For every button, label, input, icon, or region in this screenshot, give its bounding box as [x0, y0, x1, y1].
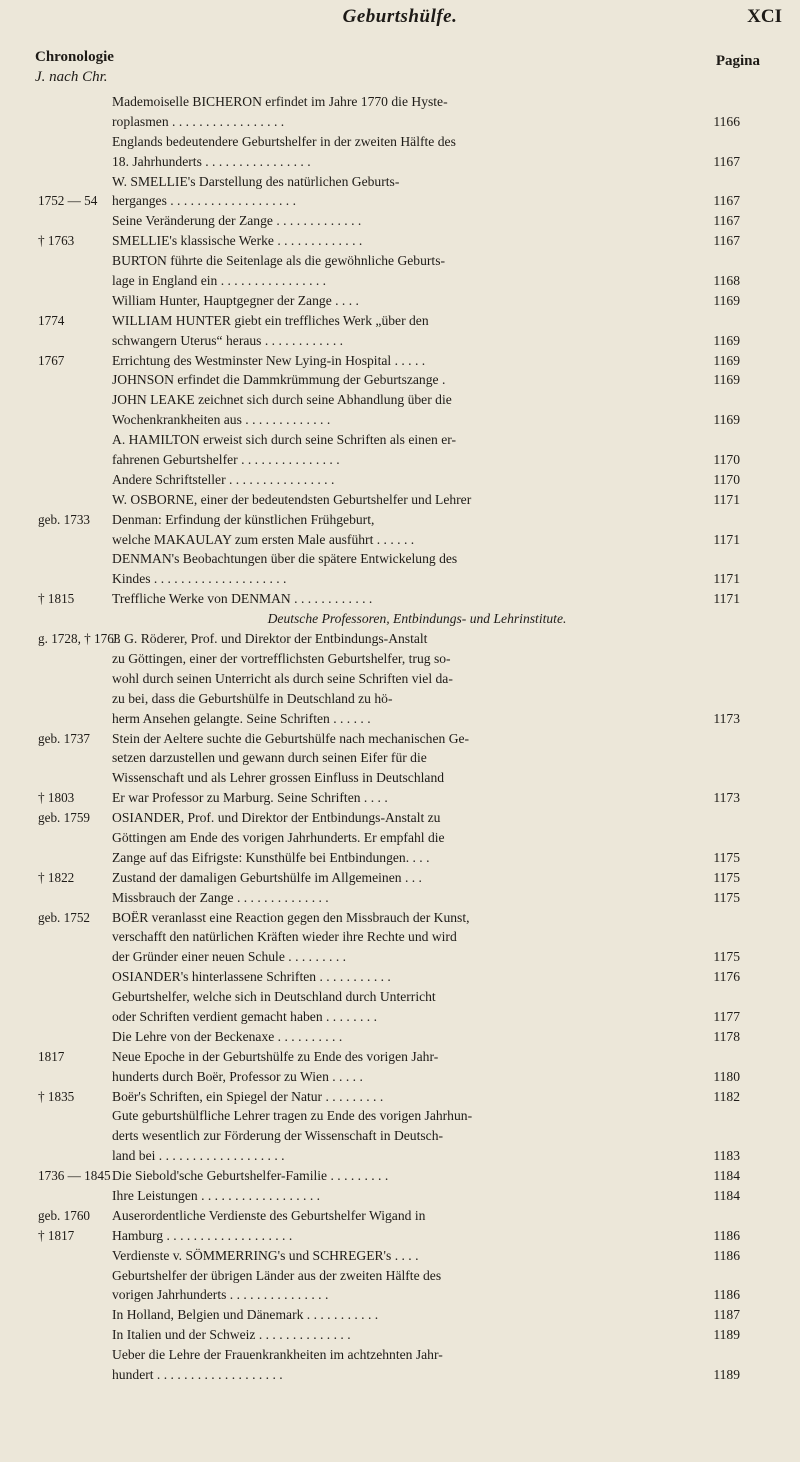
- entry-text: fahrenen Geburtshelfer . . . . . . . . . . . . . . .: [112, 452, 340, 468]
- entry-page-number: 1189: [713, 1367, 740, 1382]
- entry-text: welche MAKAULAY zum ersten Male ausführt . . . . . .: [112, 531, 415, 547]
- entry-text: Hamburg . . . . . . . . . . . . . . . . . . .: [112, 1227, 293, 1243]
- toc-entry: [0, 191, 800, 211]
- toc-entry: [0, 868, 800, 888]
- entry-page-number: 1171: [713, 571, 740, 587]
- entry-text: roplasmen . . . . . . . . . . . . . . . . .: [112, 113, 285, 129]
- entry-date: geb. 1752: [38, 909, 91, 925]
- entry-page-number: 1175: [713, 849, 740, 865]
- toc-entry: [0, 1246, 800, 1266]
- toc-entry: [0, 1146, 800, 1166]
- toc-entry: [0, 370, 800, 390]
- entry-page-number: 1175: [713, 949, 740, 965]
- entry-page-number: 1173: [713, 790, 740, 806]
- toc-entry: [0, 490, 800, 510]
- entry-page-number: 1170: [713, 452, 740, 468]
- toc-entry: [0, 927, 800, 947]
- entry-page-number: 1184: [713, 1168, 740, 1184]
- toc-entry: [0, 530, 800, 550]
- entry-text: derts wesentlich zur Förderung der Wissenschaft in Deutsch-: [112, 1128, 444, 1144]
- entry-text: In Holland, Belgien und Dänemark . . . . . . . . . . .: [112, 1307, 379, 1323]
- entry-text: hundert . . . . . . . . . . . . . . . . . . .: [112, 1367, 283, 1382]
- entry-text: BURTON führte die Seitenlage als die gewöhnliche Geburts-: [112, 253, 446, 269]
- toc-entry: [0, 947, 800, 967]
- toc-entry: [0, 808, 800, 828]
- entry-text: Die Lehre von der Beckenaxe . . . . . . . . . .: [112, 1028, 343, 1044]
- toc-entry: [0, 410, 800, 430]
- entry-text: Mademoiselle BICHERON erfindet im Jahre 1770 die Hyste-: [112, 94, 448, 109]
- toc-entry: [0, 92, 800, 112]
- entry-text: JOHN LEAKE zeichnet sich durch seine Abhandlung über die: [112, 392, 452, 408]
- toc-entry: [0, 1186, 800, 1206]
- chronology-column-subhead: J. nach Chr.: [35, 69, 108, 85]
- toc-entry: [0, 589, 800, 609]
- entry-page-number: 1169: [713, 372, 740, 388]
- toc-entry: [0, 549, 800, 569]
- entry-text: hunderts durch Boër, Professor zu Wien . . . . .: [112, 1068, 363, 1084]
- toc-entry: [0, 649, 800, 669]
- toc-entry: [0, 311, 800, 331]
- entry-page-number: 1178: [713, 1028, 740, 1044]
- entry-text: W. OSBORNE, einer der bedeutendsten Geburtshelfer und Lehrer: [112, 491, 472, 507]
- toc-entry: [0, 967, 800, 987]
- toc-entry: [0, 1067, 800, 1087]
- entry-text: Gute geburtshülfliche Lehrer tragen zu Ende des vorigen Jahrhun-: [112, 1108, 473, 1124]
- entry-text: BOËR veranlasst eine Reaction gegen den Missbrauch der Kunst,: [112, 909, 470, 925]
- toc-entry: [0, 1047, 800, 1067]
- entry-text: Zange auf das Eifrigste: Kunsthülfe bei Entbindungen. . . .: [112, 849, 430, 865]
- entry-text: JOHNSON erfindet die Dammkrümmung der Geburtszange .: [112, 372, 446, 388]
- toc-entry: [0, 112, 800, 132]
- entry-text: Die Siebold'sche Geburtshelfer-Familie . . . . . . . . .: [112, 1168, 389, 1184]
- toc-entry: [0, 1106, 800, 1126]
- toc-entry: [0, 709, 800, 729]
- toc-entry: [0, 1126, 800, 1146]
- entry-date: † 1817: [38, 1227, 75, 1243]
- entry-text: Göttingen am Ende des vorigen Jahrhunderts. Er empfahl die: [112, 829, 445, 845]
- toc-entry: [0, 788, 800, 808]
- entry-date: 1817: [38, 1048, 65, 1064]
- entry-page-number: 1183: [713, 1148, 740, 1164]
- entry-date: geb. 1737: [38, 730, 91, 746]
- toc-entry: [0, 470, 800, 490]
- toc-entry: [0, 828, 800, 848]
- entry-page-number: 1177: [713, 1008, 740, 1024]
- entry-page-number: 1175: [713, 889, 740, 905]
- entry-page-number: 1186: [713, 1227, 740, 1243]
- toc-entry: [0, 251, 800, 271]
- running-title: Geburtshülfe.: [342, 6, 458, 27]
- entry-text: Denman: Erfindung der künstlichen Frühgeburt,: [112, 511, 375, 527]
- toc-entry: [0, 908, 800, 928]
- entry-page-number: 1167: [713, 193, 740, 209]
- entry-page-number: 1171: [713, 491, 740, 507]
- page-folio: XCI: [747, 6, 782, 27]
- toc-entry: [0, 450, 800, 470]
- toc-entry: [0, 291, 800, 311]
- entry-text: vorigen Jahrhunderts . . . . . . . . . . . . . . .: [112, 1287, 329, 1303]
- section-heading: [0, 609, 800, 629]
- toc-entry: [0, 1285, 800, 1305]
- entry-text: der Gründer einer neuen Schule . . . . . . . . .: [112, 949, 347, 965]
- entry-date: g. 1728, † 1763: [38, 631, 121, 647]
- toc-entry: [0, 1325, 800, 1345]
- entry-page-number: 1168: [713, 273, 740, 289]
- toc-entry: [0, 569, 800, 589]
- entry-text: Stein der Aeltere suchte die Geburtshülfe nach mechanischen Ge-: [112, 730, 470, 746]
- toc-entry: [0, 271, 800, 291]
- toc-entry: [0, 1305, 800, 1325]
- entry-page-number: 1175: [713, 869, 740, 885]
- entry-page-number: 1169: [713, 292, 740, 308]
- entry-text: wohl durch seinen Unterricht als durch seine Schriften viel da-: [112, 670, 453, 686]
- entry-text: SMELLIE's klassische Werke . . . . . . . . . . . . .: [112, 233, 363, 249]
- entry-text: Englands bedeutendere Geburtshelfer in der zweiten Hälfte des: [112, 133, 456, 149]
- toc-entry: [0, 748, 800, 768]
- entry-page-number: 1186: [713, 1247, 740, 1263]
- entry-page-number: 1167: [713, 213, 740, 229]
- entry-text: Seine Veränderung der Zange . . . . . . . . . . . . .: [112, 213, 362, 229]
- entry-text: Missbrauch der Zange . . . . . . . . . . . . . .: [112, 889, 329, 905]
- entry-page-number: 1166: [713, 113, 740, 129]
- toc-entry: [0, 848, 800, 868]
- entry-text: Neue Epoche in der Geburtshülfe zu Ende des vorigen Jahr-: [112, 1048, 439, 1064]
- entry-date: geb. 1760: [38, 1207, 91, 1223]
- entry-date: 1752 — 54: [38, 193, 98, 209]
- toc-entry: [0, 729, 800, 749]
- entry-text: Boër's Schriften, ein Spiegel der Natur . . . . . . . . .: [112, 1088, 384, 1104]
- entry-page-number: 1169: [713, 332, 740, 348]
- entry-text: W. SMELLIE's Darstellung des natürlichen Geburts-: [112, 173, 400, 189]
- entry-text: DENMAN's Beobachtungen über die spätere Entwickelung des: [112, 551, 458, 567]
- entry-text: Auserordentliche Verdienste des Geburtshelfer Wigand in: [112, 1207, 426, 1223]
- entry-date: 1736 — 1845: [38, 1168, 111, 1184]
- entry-text: setzen darzustellen und gewann durch seinen Eifer für die: [112, 750, 427, 766]
- toc-entry: [0, 1007, 800, 1027]
- entry-text: zu Göttingen, einer der vortrefflichsten Geburtshelfer, trug so-: [112, 650, 451, 666]
- toc-entry: [0, 768, 800, 788]
- toc-entry: [0, 231, 800, 251]
- toc-entry: [0, 1266, 800, 1286]
- toc-entry: [0, 172, 800, 192]
- entry-page-number: 1169: [713, 412, 740, 428]
- entry-text: land bei . . . . . . . . . . . . . . . . . . .: [112, 1148, 285, 1164]
- toc-entry: [0, 132, 800, 152]
- entry-text: Treffliche Werke von DENMAN . . . . . . . . . . . .: [112, 591, 373, 607]
- entry-page-number: 1167: [713, 233, 740, 249]
- toc-entry: [0, 1087, 800, 1107]
- entry-page-number: 1180: [713, 1068, 740, 1084]
- entry-date: † 1815: [38, 591, 75, 607]
- entry-text: WILLIAM HUNTER giebt ein treffliches Werk „über den: [112, 312, 429, 328]
- entry-text: herm Ansehen gelangte. Seine Schriften . . . . . .: [112, 710, 371, 726]
- entry-text: Errichtung des Westminster New Lying-in Hospital . . . . .: [112, 352, 426, 368]
- entry-page-number: 1170: [713, 471, 740, 487]
- entry-page-number: 1171: [713, 591, 740, 607]
- entry-date: geb. 1733: [38, 511, 91, 527]
- entry-text: Geburtshelfer der übrigen Länder aus der zweiten Hälfte des: [112, 1267, 442, 1283]
- entry-text: verschafft den natürlichen Kräften wieder ihre Rechte und wird: [112, 929, 457, 945]
- entry-page-number: 1187: [713, 1307, 740, 1323]
- toc-entry: [0, 1027, 800, 1047]
- toc-entry: [0, 888, 800, 908]
- entry-page-number: 1182: [713, 1088, 740, 1104]
- entry-text: Er war Professor zu Marburg. Seine Schriften . . . .: [112, 790, 388, 806]
- entry-text: Ihre Leistungen . . . . . . . . . . . . . . . . . .: [112, 1187, 321, 1203]
- toc-entry: [0, 351, 800, 371]
- toc-entry: [0, 390, 800, 410]
- entry-text: A. HAMILTON erweist sich durch seine Schriften als einen er-: [112, 432, 457, 448]
- entry-page-number: 1186: [713, 1287, 740, 1303]
- toc-entry: [0, 629, 800, 649]
- toc-entry: [0, 669, 800, 689]
- entry-date: † 1803: [38, 790, 75, 806]
- entry-page-number: 1167: [713, 153, 740, 169]
- entry-text: oder Schriften verdient gemacht haben . . . . . . . .: [112, 1008, 377, 1024]
- toc-entry: [0, 152, 800, 172]
- entry-text: schwangern Uterus“ heraus . . . . . . . . . . . .: [112, 332, 344, 348]
- toc-entry: [0, 1365, 800, 1385]
- toc-entry: [0, 1345, 800, 1365]
- table-of-contents: [0, 92, 800, 1385]
- entry-text: In Italien und der Schweiz . . . . . . . . . . . . . .: [112, 1327, 351, 1343]
- entry-page-number: 1189: [713, 1327, 740, 1343]
- toc-entry: [0, 510, 800, 530]
- pagina-column-head: Pagina: [715, 53, 760, 69]
- entry-text: zu bei, dass die Geburtshülfe in Deutschland zu hö-: [112, 690, 393, 706]
- entry-page-number: 1169: [713, 352, 740, 368]
- entry-text: OSIANDER, Prof. und Direktor der Entbindungs-Anstalt zu: [112, 810, 441, 826]
- entry-text: Kindes . . . . . . . . . . . . . . . . . . . .: [112, 571, 287, 587]
- toc-entry: [0, 331, 800, 351]
- entry-text: Wissenschaft und als Lehrer grossen Einfluss in Deutschland: [112, 770, 445, 786]
- chronology-column-head: Chronologie: [35, 49, 114, 65]
- entry-text: Wochenkrankheiten aus . . . . . . . . . . . . .: [112, 412, 331, 428]
- entry-page-number: 1171: [713, 531, 740, 547]
- entry-text: William Hunter, Hauptgegner der Zange . . . .: [112, 292, 359, 308]
- entry-date: † 1763: [38, 233, 75, 249]
- entry-text: OSIANDER's hinterlassene Schriften . . . . . . . . . . .: [112, 969, 391, 985]
- toc-entry: [0, 1166, 800, 1186]
- entry-text: Ueber die Lehre der Frauenkrankheiten im achtzehnten Jahr-: [112, 1347, 443, 1363]
- entry-text: Geburtshelfer, welche sich in Deutschland durch Unterricht: [112, 989, 436, 1005]
- entry-page-number: 1184: [713, 1187, 740, 1203]
- entry-text: Zustand der damaligen Geburtshülfe im Allgemeinen . . .: [112, 869, 422, 885]
- toc-entry: [0, 1226, 800, 1246]
- toc-entry: [0, 689, 800, 709]
- entry-text: Andere Schriftsteller . . . . . . . . . . . . . . . .: [112, 471, 335, 487]
- toc-entry: [0, 430, 800, 450]
- entry-page-number: 1173: [713, 710, 740, 726]
- entry-date: 1774: [38, 312, 65, 328]
- entry-text: Verdienste v. SÖMMERRING's und SCHREGER's . . . .: [112, 1247, 419, 1263]
- entry-text: 18. Jahrhunderts . . . . . . . . . . . . . . . .: [112, 153, 311, 169]
- toc-entry: [0, 1206, 800, 1226]
- entry-date: † 1835: [38, 1088, 75, 1104]
- entry-text: J. G. Röderer, Prof. und Direktor der Entbindungs-Anstalt: [112, 631, 428, 647]
- toc-entry: [0, 211, 800, 231]
- entry-text: Deutsche Professoren, Entbindungs- und Lehrinstitute.: [267, 611, 567, 627]
- toc-entry: [0, 987, 800, 1007]
- entry-text: lage in England ein . . . . . . . . . . . . . . . .: [112, 273, 327, 289]
- entry-date: † 1822: [38, 869, 75, 885]
- entry-date: geb. 1759: [38, 810, 91, 826]
- entry-date: 1767: [38, 352, 65, 368]
- entry-page-number: 1176: [713, 969, 740, 985]
- entry-text: herganges . . . . . . . . . . . . . . . . . . .: [112, 193, 297, 209]
